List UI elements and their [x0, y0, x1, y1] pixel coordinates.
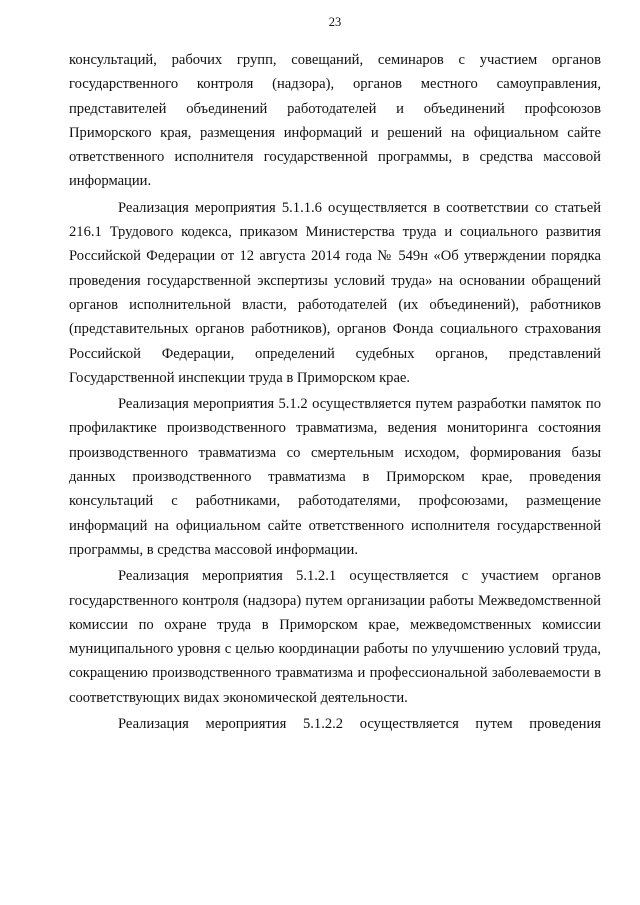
paragraph-4: Реализация мероприятия 5.1.2.1 осуществляется с участием органов государственного контроля (надзора) путем организации работы Межведомственной комиссии по охране труда в Приморском крае, межведомственных комиссии муниципального уровня с целью координации работы по улучшению условий труда, сокращению производственного травматизма и профессиональной заболеваемости в соответствующих видах экономической деятельности. [69, 568, 601, 706]
paragraph-5: Реализация мероприятия 5.1.2.2 осуществляется путем проведения [118, 716, 601, 733]
page-number: 23 [328, 15, 342, 29]
paragraph-2: Реализация мероприятия 5.1.1.6 осуществляется в соответствии со статьей 216.1 Трудового кодекса, приказом Министерства труда и социального развития Российской Федерации от 12 августа 2014 года № 549н «Об утверждении порядка проведения государственной экспертизы условий труда» на основании обращений органов исполнительной власти, работодателей (их объединений), работников (представительных органов работников), органов Фонда социального страхования Российской Федерации, определений судебных органов, представлений Государственной инспекции труда в Приморском крае. [69, 199, 601, 386]
paragraph-3: Реализация мероприятия 5.1.2 осуществляется путем разработки памяток по профилактике производственного травматизма, ведения мониторинга состояния производственного травматизма со смертельным исходом, формирования базы данных производственного травматизма в Приморском крае, проведения консультаций с работниками, работодателями, профсоюзами, размещение информаций на официальном сайте ответственного исполнителя государственной программы, в средства массовой информации. [69, 396, 601, 558]
paragraph-1: консультаций, рабочих групп, совещаний, семинаров с участием органов государственного контроля (надзора), органов местного самоуправления, представителей объединений работодателей и объединений профсоюзов Приморского края, размещения информаций и решений на официальном сайте ответственного исполнителя государственной программы, в средства массовой информации. [69, 52, 601, 190]
